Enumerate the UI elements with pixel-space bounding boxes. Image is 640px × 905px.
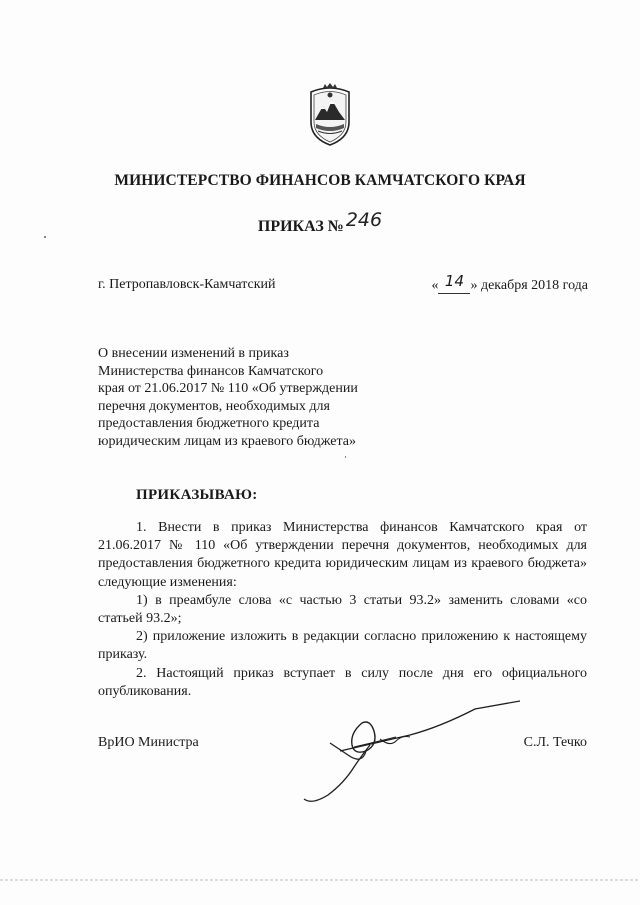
body-paragraph: 1) в преамбуле слова «с частью 3 статьи 93.2» заменить словами «со статьей 93.2»; xyxy=(98,592,587,627)
scan-edge-line xyxy=(0,878,640,882)
date-month-year: » декабря 2018 года xyxy=(470,278,588,293)
date-day-field xyxy=(438,272,470,294)
scan-speck xyxy=(345,456,346,458)
body-paragraph: 2. Настоящий приказ вступает в силу после дня его официального опубликования. xyxy=(98,665,587,699)
subject-line: предоставления бюджетного кредита xyxy=(98,416,320,431)
subject-line: юридическим лицам из краевого бюджета» xyxy=(98,433,356,449)
ministry-name: МИНИСТЕРСТВО ФИНАНСОВ КАМЧАТСКОГО КРАЯ xyxy=(114,172,526,189)
signatory-title: ВрИО Министра xyxy=(98,735,199,750)
scan-speck xyxy=(44,236,46,238)
subject-line: края от 21.06.2017 № 110 «Об утверждении xyxy=(98,381,358,396)
orders-heading: ПРИКАЗЫВАЮ: xyxy=(136,487,258,503)
order-body xyxy=(98,519,587,701)
subject-line: Министерства финансов Камчатского xyxy=(98,363,324,379)
city: г. Петропавловск-Камчатский xyxy=(98,277,276,292)
kamchatka-coat-of-arms-icon xyxy=(303,82,357,148)
order-number: 246 xyxy=(345,209,383,231)
date-quote-open: « xyxy=(431,278,439,293)
handwritten-signature xyxy=(270,695,530,815)
date-day: 14 xyxy=(444,272,465,290)
order-date xyxy=(431,272,588,294)
subject-line: О внесении изменений в приказ xyxy=(98,346,289,361)
order-subject xyxy=(98,345,388,450)
order-title xyxy=(0,209,640,236)
body-paragraph: 1. Внести в приказ Министерства финансов Камчатского края от 21.06.2017 № 110 «Об утверждении перечня документов, необходимых для предоставления бюджетного кредита юридическим лицам из краевого бюджета» следующие изменения: xyxy=(98,520,587,590)
body-paragraph: 2) приложение изложить в редакции согласно приложению к настоящему приказу. xyxy=(98,629,587,663)
subject-line: перечня документов, необходимых для xyxy=(98,398,330,414)
signatory-name: С.Л. Течко xyxy=(523,735,587,750)
order-label: ПРИКАЗ № xyxy=(257,218,344,235)
